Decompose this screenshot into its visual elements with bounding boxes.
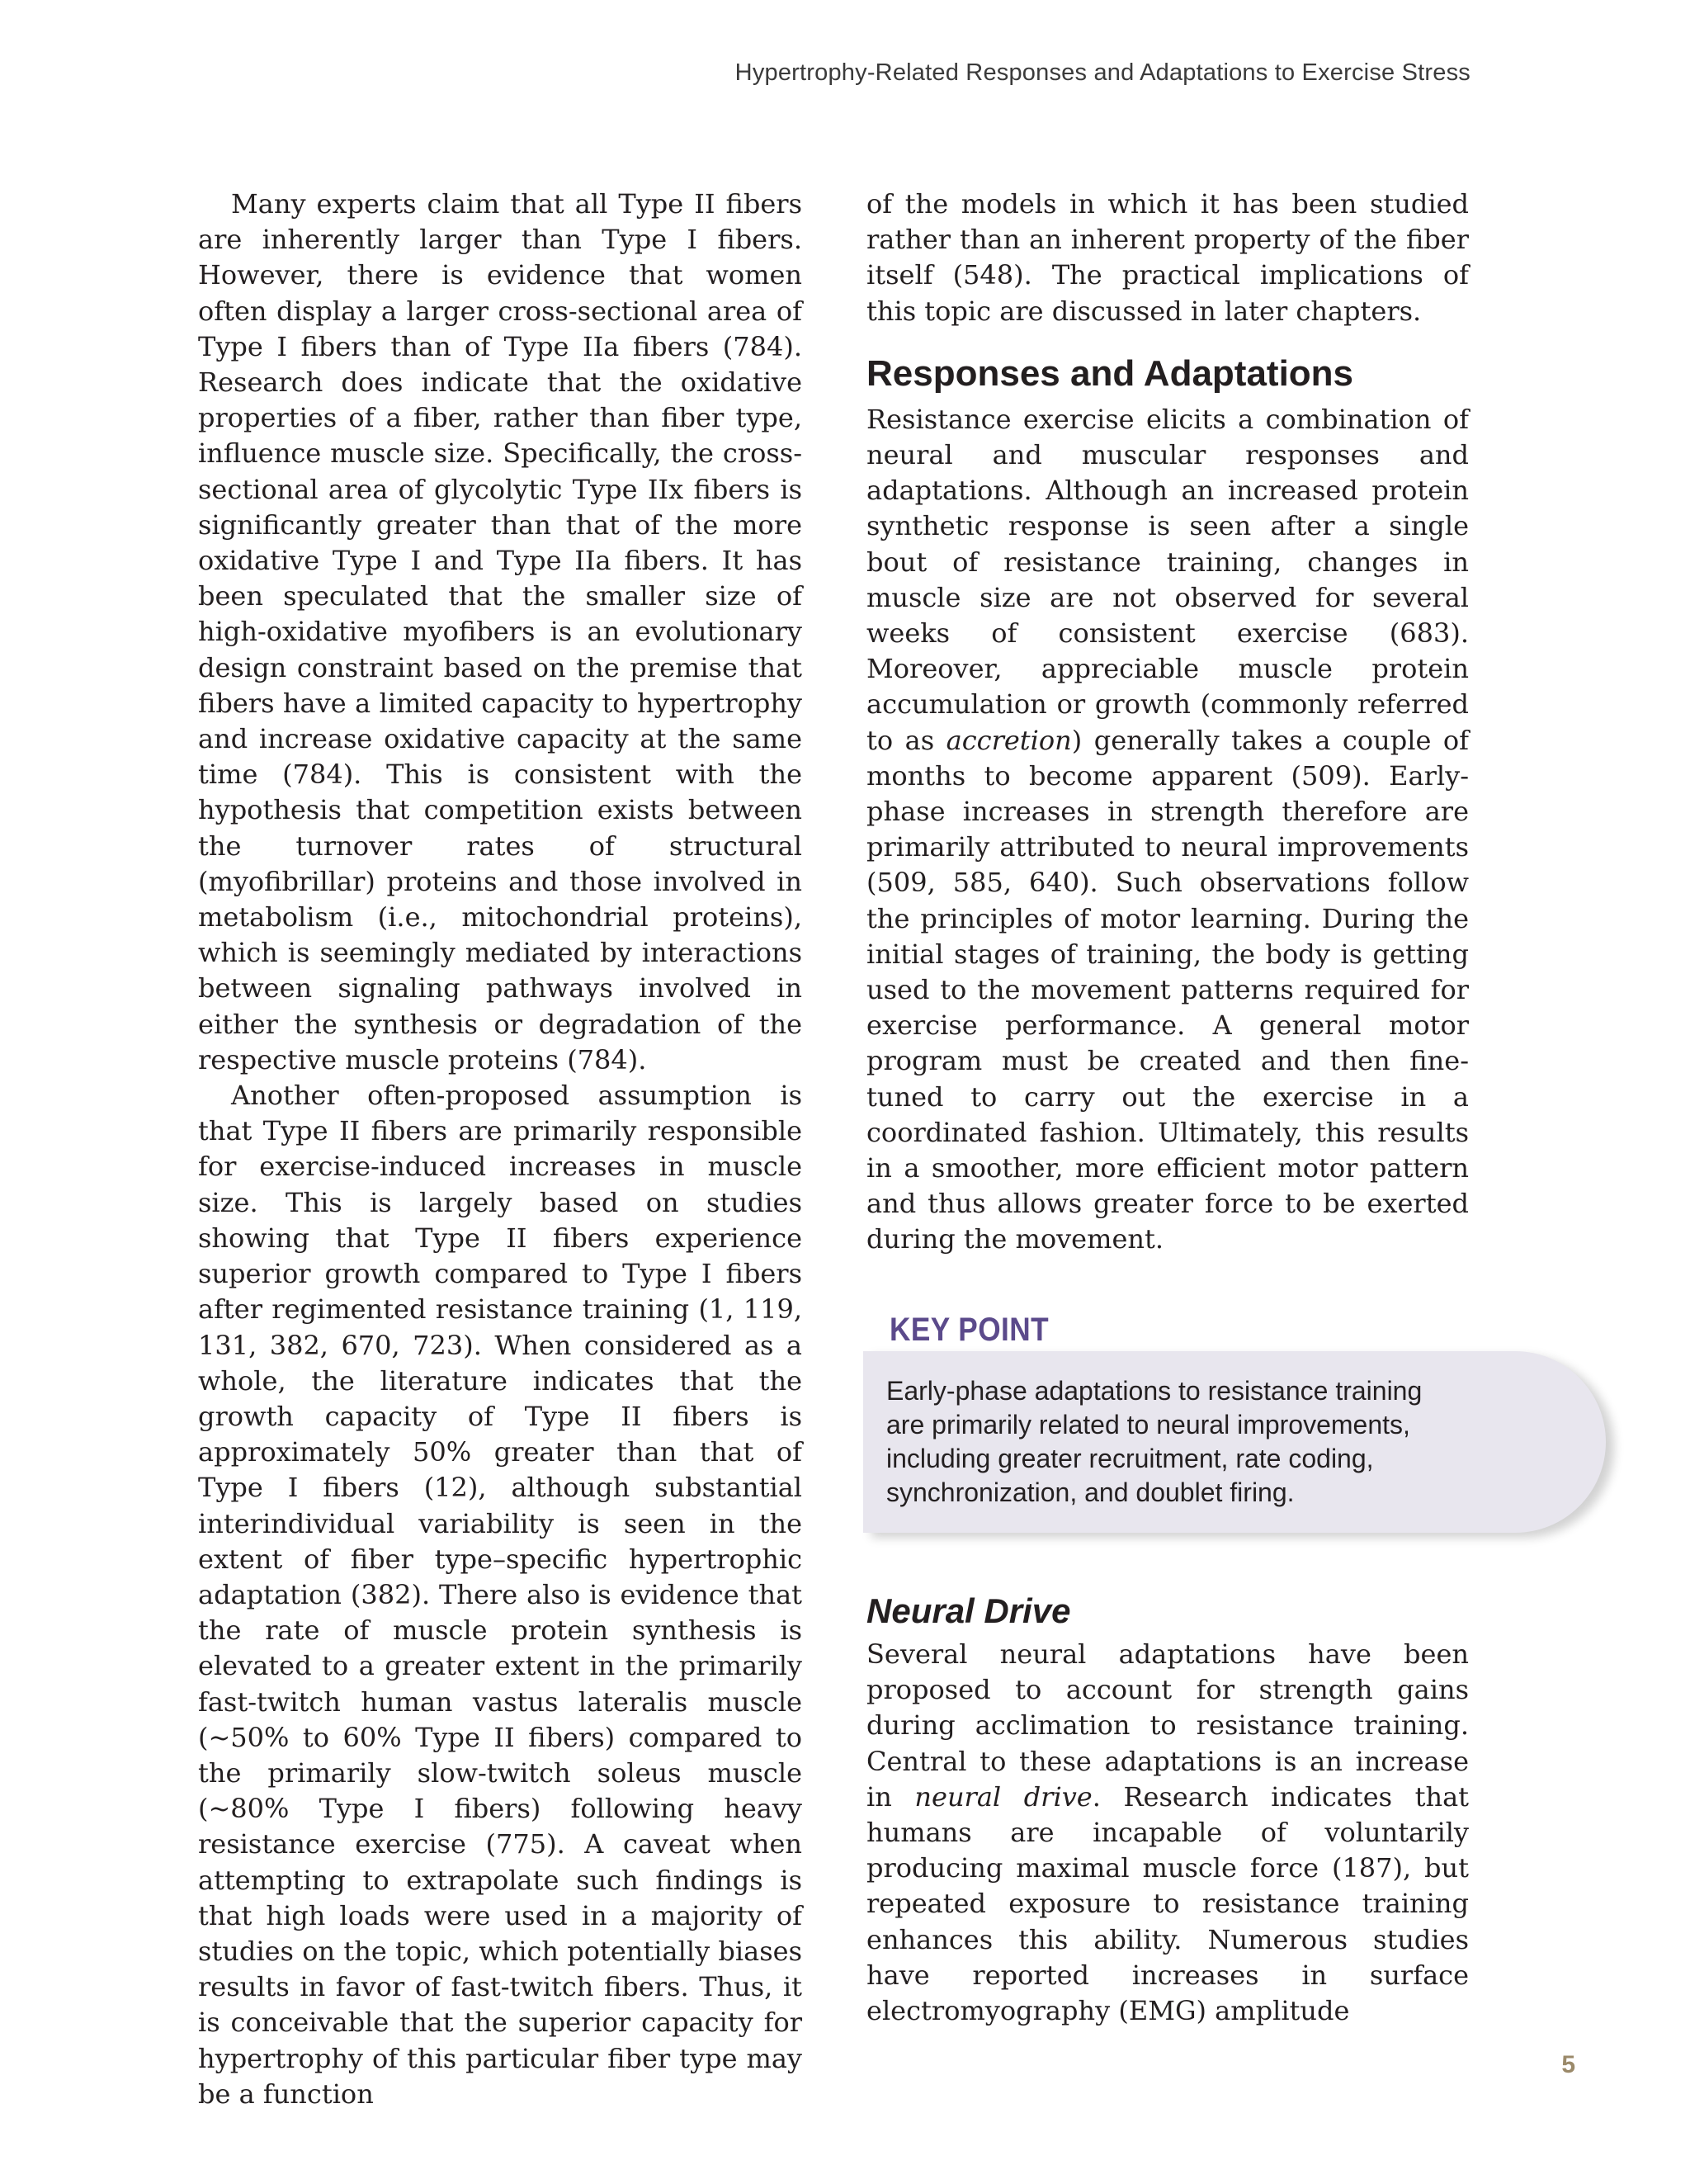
key-point-title: KEY POINT [890, 1311, 1050, 1348]
left-column [198, 187, 802, 2112]
page-number: 5 [1561, 2051, 1575, 2078]
italic-term: neural drive [914, 1780, 1093, 1813]
continued-paragraph: of the models in which it has been studied rather than an inherent property of the fiber itself (548). The practical implications of this topic are discussed in later chapters. [866, 188, 1469, 327]
paragraph-text: . Research indicates that humans are incapable of voluntarily producing maximal muscle force (187), but repeated exposure to resistance training enhances this ability. Numerous studies have reported increases in surface electromyography (EMG) amplitude [866, 1780, 1470, 2026]
key-point-box [866, 1312, 1609, 1533]
body-paragraph: Many experts claim that all Type II fibers are inherently larger than Type I fibers. However, there is evidence that women often display a larger cross-sectional area of Type I fibers than of Type IIa fibers (784). Research does indicate that the oxidative properties of a fiber, rather than fiber type, influence muscle size. Specifically, the cross-sectional area of glycolytic Type IIx fibers is significantly greater than that of the more oxidative Type I and Type IIa fibers. It has been speculated that the smaller size of high-oxidative myofibers is an evolutionary design constraint based on the premise that fibers have a limited capacity to hypertrophy and increase oxidative capacity at the same time (784). This is consistent with the hypothesis that competition exists between the turnover rates of structural (myofibrillar) proteins and those involved in metabolism (i.e., mitochondrial proteins), which is seemingly mediated by interactions between signaling pathways involved in either the synthesis or degradation of the respective muscle proteins (784). [198, 188, 802, 1075]
body-paragraph [866, 1637, 1469, 2029]
body-paragraph: Another often-proposed assumption is that Type II fibers are primarily responsible for exercise-induced increases in muscle size. This is largely based on studies showing that Type II fibers experience superior growth compared to Type I fibers after regimented resistance training (1, 119, 131, 382, 670, 723). When considered as a whole, the literature indicates that the growth capacity of Type II fibers is approximately 50% greater than that of Type I fibers (12), although substantial interindividual variability is seen in the extent of fiber type–specific hypertrophic adaptation (382). There also is evidence that the rate of muscle protein synthesis is elevated to a greater extent in the primarily fast-twitch human vastus lateralis muscle (~50% to 60% Type II fibers) compared to the primarily slow-twitch soleus muscle (~80% Type I fibers) following heavy resistance exercise (775). A caveat when attempting to extrapolate such findings is that high loads were used in a majority of studies on the topic, which potentially biases results in favor of fast-twitch fibers. Thus, it is conceivable that the superior capacity for hypertrophy of this particular fiber type may be a function [198, 1080, 802, 2110]
key-point-text: Early-phase adaptations to resistance training are primarily related to neural improvements, including greater recruitment, rate coding, synchronization, and doublet firing. [886, 1375, 1423, 1507]
running-header: Hypertrophy-Related Responses and Adaptations to Exercise Stress [734, 59, 1470, 86]
paragraph-text: Several neural adaptations have been proposed to account for strength gains during acclimation to resistance training. Central to these adaptations is an increase in [866, 1638, 1469, 1813]
italic-term: accretion [946, 724, 1072, 756]
paragraph-text: ) generally takes a couple of months to become apparent (509). Early-phase increases in strength therefore are primarily attributed to neural improvements (509, 585, 640). Such observations follow the principles of motor learning. During the initial stages of training, the body is getting used to the movement patterns required for exercise performance. A general motor program must be created and then fine-tuned to carry out the exercise in a coordinated fashion. Ultimately, this results in a smoother, more efficient motor pattern and thus allows greater force to be exerted during the movement. [866, 724, 1470, 1255]
key-point-panel [863, 1351, 1606, 1533]
subsection-heading: Neural Drive [866, 1591, 1071, 1630]
paragraph-text: Resistance exercise elicits a combination of neural and muscular responses and adaptations. Although an increased protein synthetic response is seen after a single bout of resistance training, changes in muscle size are not observed for several weeks of consistent exercise (683). Moreover, appreciable muscle protein accumulation or growth (commonly referred to as [866, 403, 1469, 756]
body-paragraph [866, 402, 1469, 1258]
section-heading: Responses and Adaptations [866, 352, 1354, 394]
neural-drive-section [866, 1591, 1469, 2029]
right-column [866, 187, 1469, 2029]
